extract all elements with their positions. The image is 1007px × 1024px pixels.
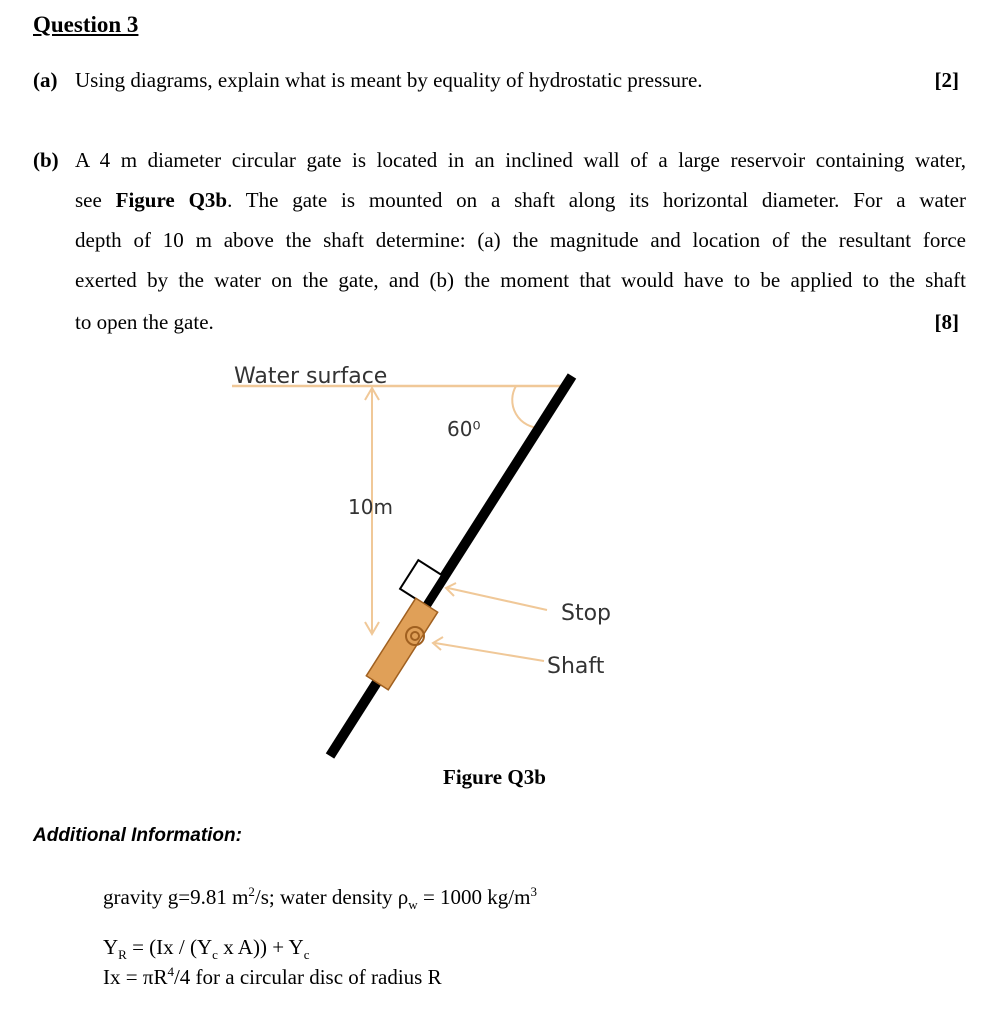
ix-exponent: 4: [167, 964, 174, 979]
yc-subscript-2: c: [303, 947, 310, 963]
part-a-marks: [2]: [934, 68, 959, 92]
yc-subscript-1: c: [212, 947, 218, 963]
depth-label: 10m: [348, 495, 393, 519]
angle-label: 60⁰: [447, 417, 481, 441]
angle-arc: [512, 386, 540, 428]
yr-formula: [103, 935, 310, 963]
part-b-label: (b): [33, 148, 59, 172]
gravity-text: gravity g=9.81 m: [103, 885, 249, 909]
stop-label: Stop: [561, 601, 612, 626]
additional-info-heading: Additional Information:: [33, 825, 242, 846]
stop-leader-line: [448, 588, 547, 610]
shaft-leader-line: [435, 643, 544, 661]
part-a-label: (a): [33, 68, 58, 92]
figure-caption: Figure Q3b: [443, 765, 546, 789]
shaft-label: Shaft: [547, 654, 605, 679]
water-surface-label: Water surface: [234, 364, 388, 389]
yr-subscript: R: [118, 947, 127, 963]
gravity-exponent: 2: [248, 884, 255, 899]
part-b-line-3: depth of 10 m above the shaft determine: (a) the magnitude and location of the resultant force: [75, 228, 966, 252]
density-value: = 1000 kg/m: [417, 885, 531, 909]
gravity-density-line: [103, 884, 537, 913]
gate: [366, 598, 437, 690]
figure-reference: Figure Q3b: [115, 188, 228, 212]
density-text: /s; water density ρ: [254, 885, 409, 909]
part-a-text: Using diagrams, explain what is meant by equality of hydrostatic pressure.: [75, 68, 703, 92]
yr-part-b: = (Ix / (Y: [126, 935, 213, 959]
part-b-line-1: A 4 m diameter circular gate is located in an inclined wall of a large reservoir containing water,: [75, 148, 966, 172]
ix-formula: [103, 965, 442, 990]
density-exponent: 3: [530, 884, 537, 899]
yr-part-c: x A)) + Y: [217, 935, 304, 959]
part-b-line-4: exerted by the water on the gate, and (b) the moment that would have to be applied to the shaft: [75, 268, 966, 292]
density-subscript: w: [408, 897, 418, 913]
yr-symbol: Y: [103, 935, 119, 959]
ix-part-b: /4 for a circular disc of radius R: [173, 965, 442, 989]
part-b-line-2-pre: see: [75, 188, 116, 212]
ix-part-a: Ix = πR: [103, 965, 168, 989]
part-b-line-5: to open the gate.: [75, 310, 214, 334]
part-b-line-2-post: . The gate is mounted on a shaft along its horizontal diameter. For a water: [227, 188, 966, 212]
question-title: Question 3: [33, 12, 139, 37]
part-b-marks: [8]: [934, 310, 959, 334]
